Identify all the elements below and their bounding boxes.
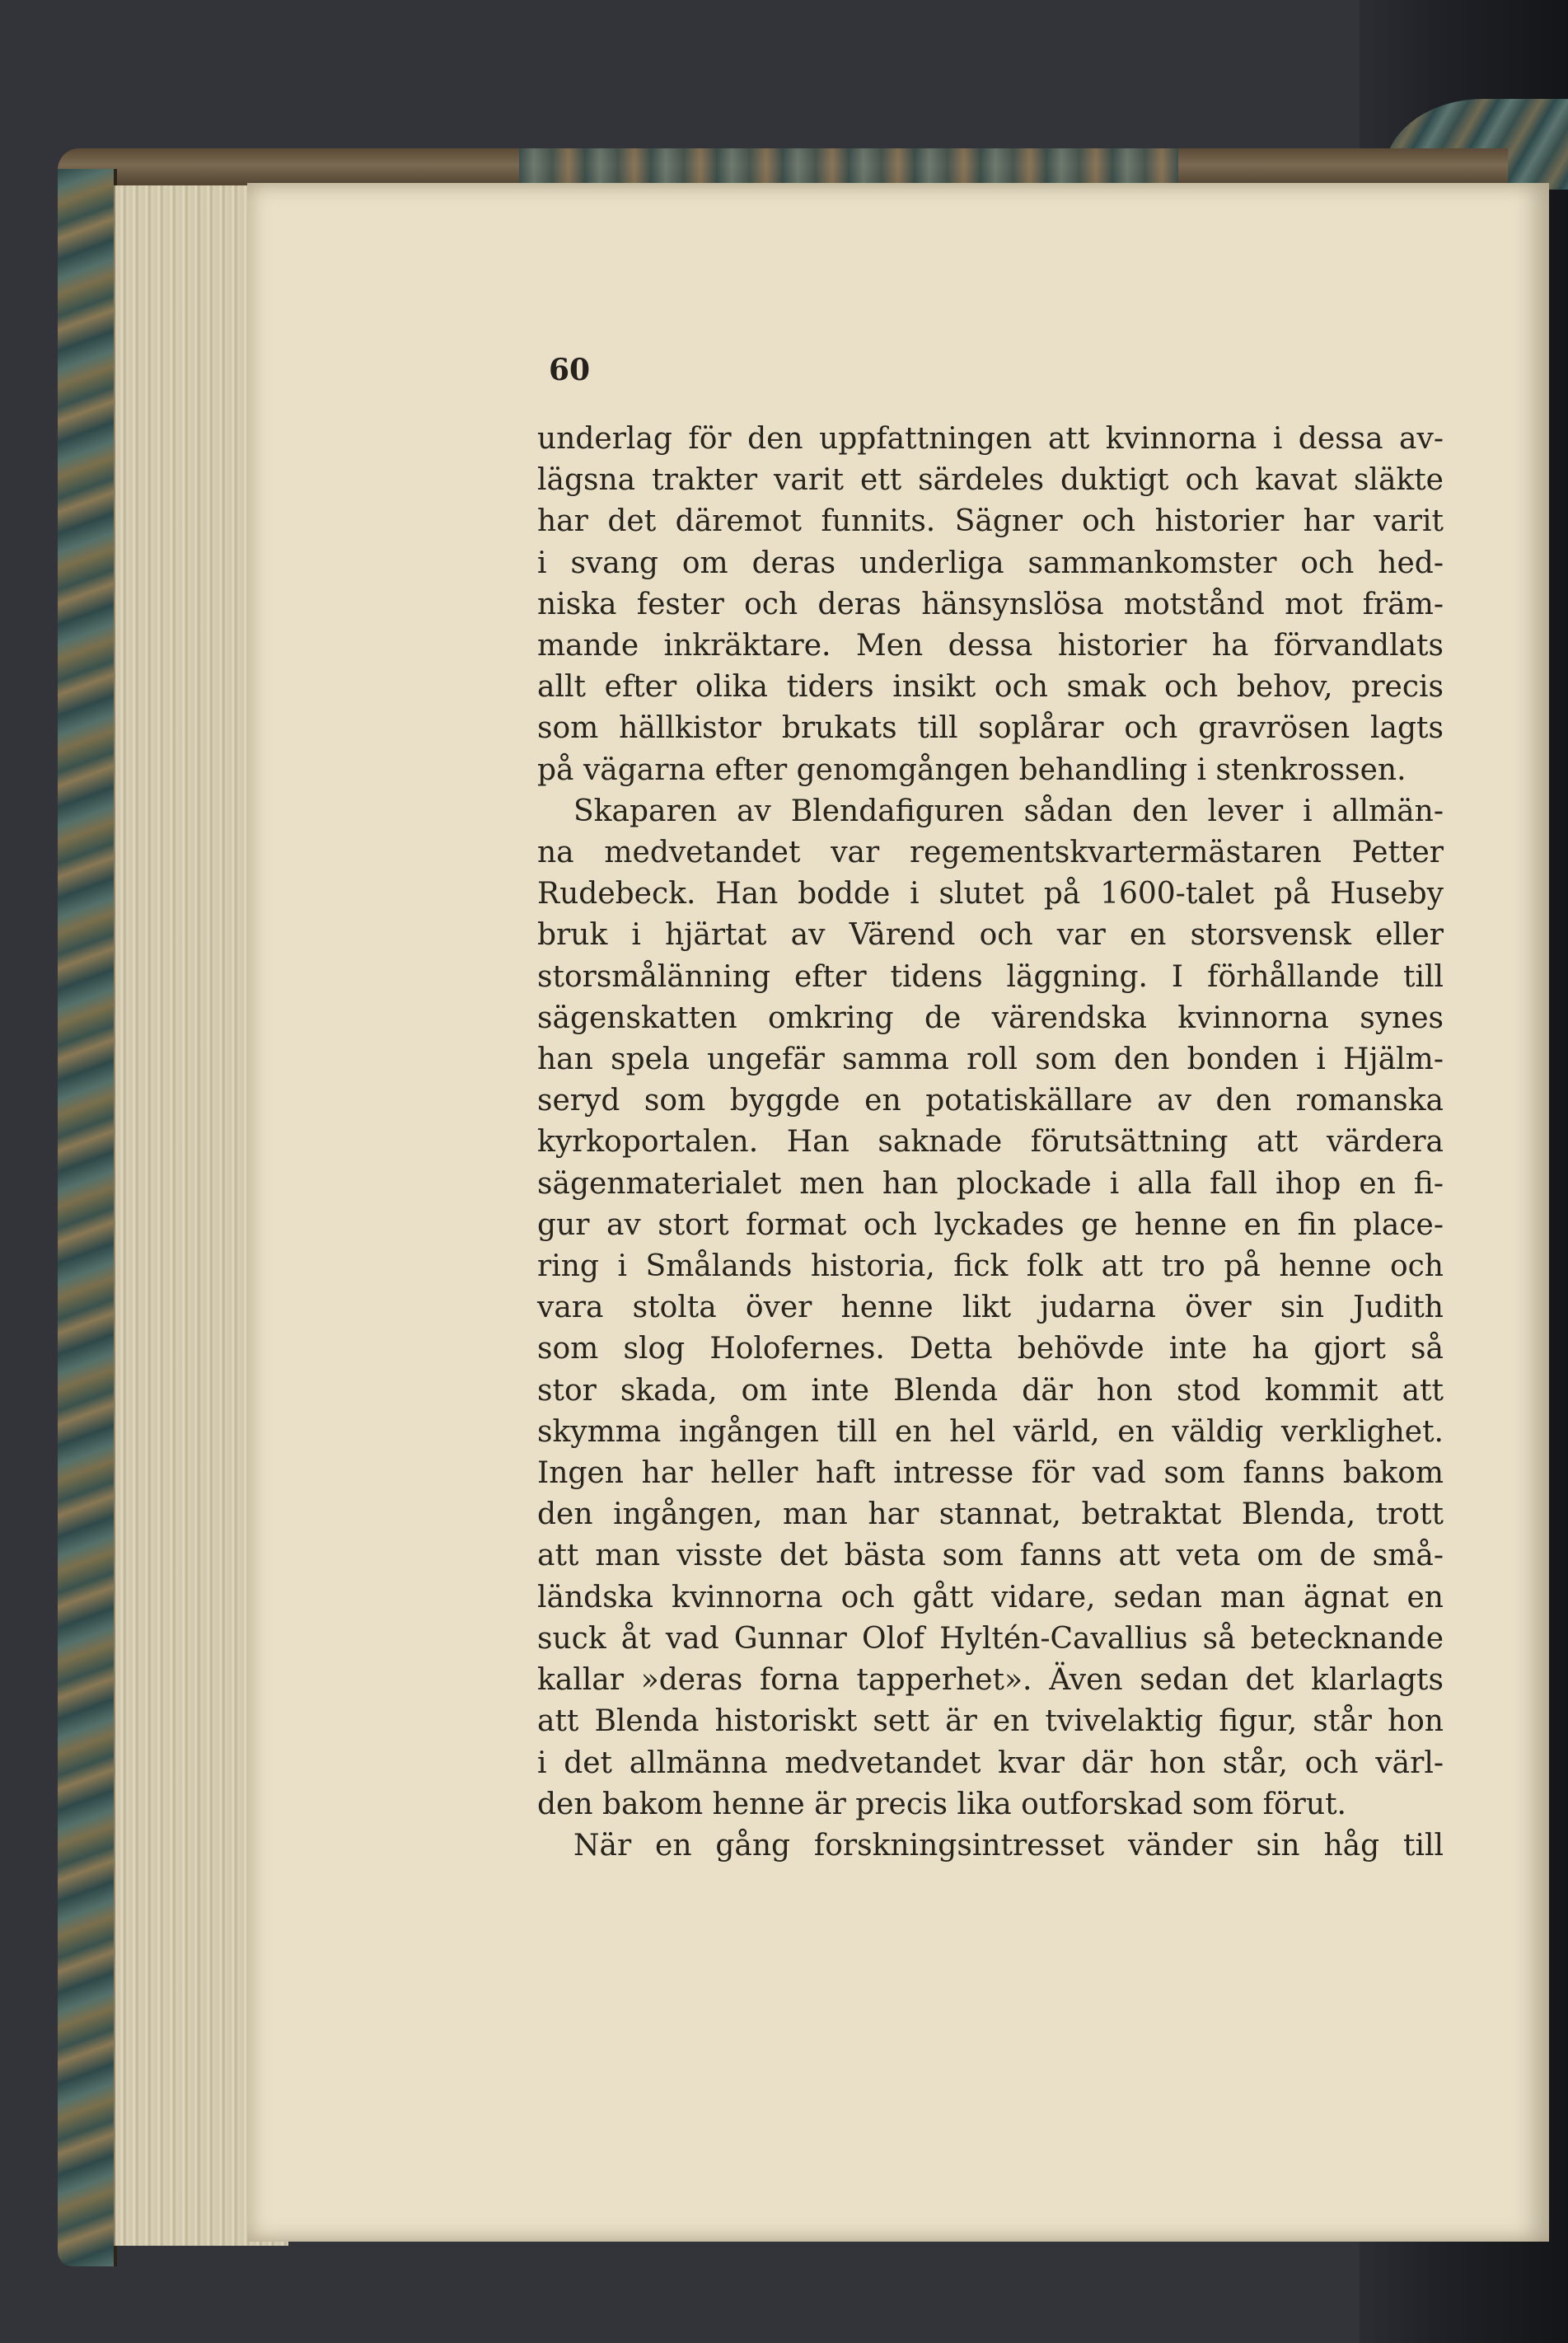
text-line: allt efter olika tiders insikt och smak och behov, precis xyxy=(537,670,1444,705)
text-line: sägenskatten omkring de värendska kvinnorna synes xyxy=(537,1000,1444,1035)
text-line: på vägarna efter genomgången behandling i stenkrossen. xyxy=(537,752,1407,787)
text-line: Ingen har heller haft intresse för vad som fanns bakom xyxy=(537,1456,1444,1491)
text-line: lägsna trakter varit ett särdeles duktigt och kavat släkte xyxy=(537,463,1444,498)
text-line: ring i Smålands historia, fick folk att tro på henne och xyxy=(537,1249,1444,1284)
text-line: skymma ingången till en hel värld, en väldig verklighet. xyxy=(537,1414,1444,1449)
text-line: i det allmänna medvetandet kvar där hon står, och värl- xyxy=(537,1746,1444,1780)
text-line: i svang om deras underliga sammankomster och hed- xyxy=(537,546,1444,580)
text-line: storsmålänning efter tidens läggning. I förhållande till xyxy=(537,959,1444,994)
text-line: stor skada, om inte Blenda där hon stod kommit att xyxy=(537,1373,1444,1408)
text-line: mande inkräktare. Men dessa historier ha förvandlats xyxy=(537,629,1444,663)
text-line: sägenmaterialet men han plockade i alla fall ihop en fi- xyxy=(537,1166,1444,1201)
text-line: kallar »deras forna tapperhet». Även sedan det klarlagts xyxy=(537,1663,1444,1698)
body-text xyxy=(537,419,1444,1867)
text-line: När en gång forskningsintresset vänder sin håg till xyxy=(573,1828,1444,1863)
text-line: Rudebeck. Han bodde i slutet på 1600-talet på Huseby xyxy=(537,877,1444,911)
text-line: som slog Holofernes. Detta behövde inte ha gjort så xyxy=(537,1332,1444,1366)
text-line: underlag för den uppfattningen att kvinnorna i dessa av- xyxy=(537,422,1444,456)
text-line: Skaparen av Blendafiguren sådan den lever i allmän- xyxy=(573,794,1444,828)
text-line: niska fester och deras hänsynslösa motstånd mot främ- xyxy=(537,587,1444,621)
text-line: han spela ungefär samma roll som den bonden i Hjälm- xyxy=(537,1043,1444,1077)
text-line: kyrkoportalen. Han saknade förutsättning att värdera xyxy=(537,1125,1444,1160)
text-line: att Blenda historiskt sett är en tvivelaktig figur, står hon xyxy=(537,1704,1444,1739)
text-line: den bakom henne är precis lika outforskad som förut. xyxy=(537,1787,1346,1821)
text-line: na medvetandet var regementskvartermästaren Petter xyxy=(537,836,1444,870)
text-line: den ingången, man har stannat, betraktat Blenda, trott xyxy=(537,1497,1444,1532)
text-line: att man visste det bästa som fanns att veta om de små- xyxy=(537,1539,1444,1573)
text-line: vara stolta över henne likt judarna över sin Judith xyxy=(537,1291,1444,1325)
text-line: som hällkistor brukats till soplårar och gravrösen lagts xyxy=(537,711,1444,746)
book-cover-marbled-edge xyxy=(58,169,117,2266)
text-line: ländska kvinnorna och gått vidare, sedan man ägnat en xyxy=(537,1580,1444,1614)
text-line: bruk i hjärtat av Värend och var en storsvensk eller xyxy=(537,918,1444,953)
text-line: gur av stort format och lyckades ge henne en fin place- xyxy=(537,1207,1444,1242)
page-number: 60 xyxy=(549,353,591,387)
text-line: suck åt vad Gunnar Olof Hyltén-Cavallius så betecknande xyxy=(537,1621,1444,1656)
text-line: har det däremot funnits. Sägner och historier har varit xyxy=(537,504,1444,539)
text-line: seryd som byggde en potatiskällare av den romanska xyxy=(537,1084,1444,1118)
